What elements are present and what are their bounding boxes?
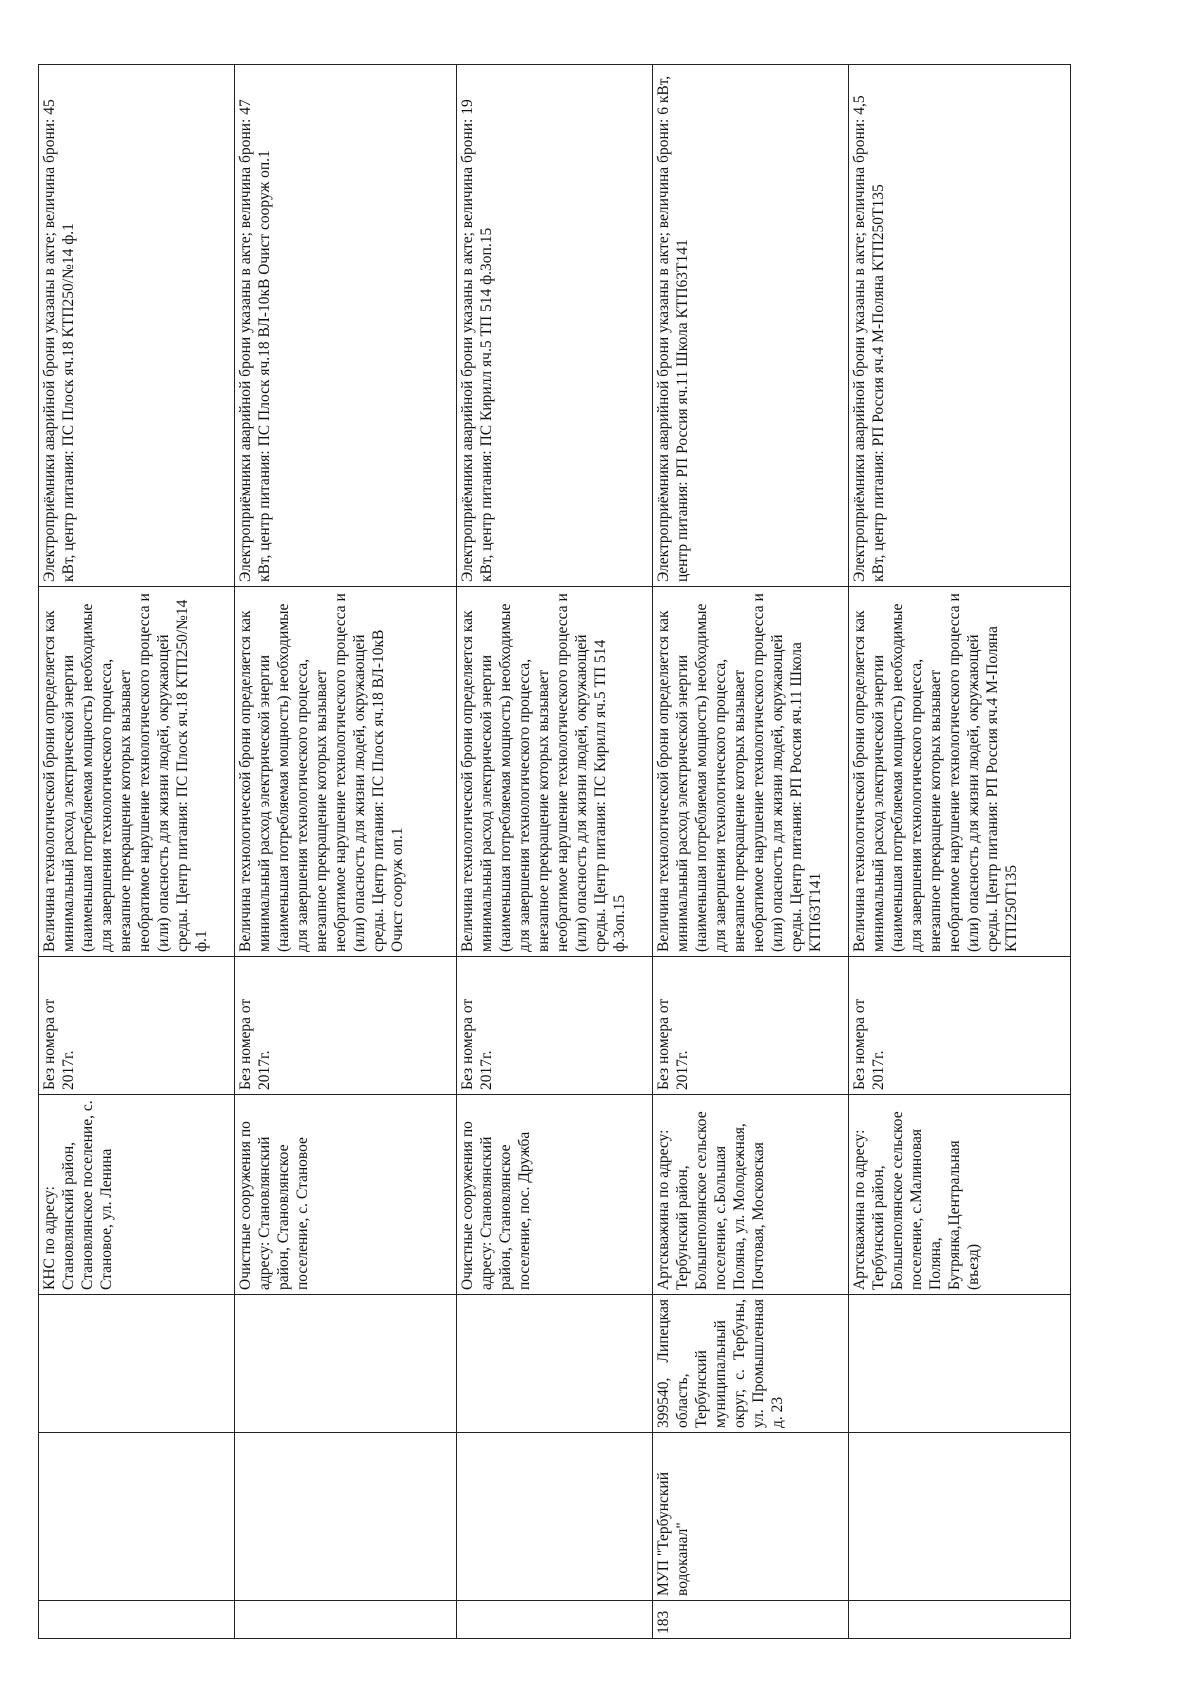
table-row <box>457 65 653 1639</box>
act-cell: Без номера от 2017г. <box>457 957 653 1095</box>
tech-reserve-cell: Величина технологической брони определяется как минимальный расход электрической энергии (наименьшая потребляемая мощность) необходимые для завершения технологического процесса, внезапное прекращение которых вызывает необратимое нарушение технологического процесса и (или) опасность для жизни людей, окружающей среды. Центр питания: РП Россия яч.11 Школа КТП63Т141 <box>653 587 849 957</box>
organization-cell <box>235 1433 457 1601</box>
legal-address-cell: 399540, Липецкая область, Тербунский муниципальный округ, с. Тербуны, ул. Промышленная д. 23 <box>653 1295 849 1433</box>
row-number-cell: 183 <box>653 1601 849 1639</box>
tech-reserve-cell: Величина технологической брони определяется как минимальный расход электрической энергии (наименьшая потребляемая мощность) необходимые для завершения технологического процесса, внезапное прекращение которых вызывает необратимое нарушение технологического процесса и (или) опасность для жизни людей, окружающей среды. Центр питания: ПС Плоск яч.18 КТП250/№14 ф.1 <box>39 587 235 957</box>
emergency-reserve-cell: Электроприёмники аварийной брони указаны в акте; величина брони: 47 кВт, центр питания: ПС Плоск яч.18 ВЛ-10кВ Очист сооруж оп.1 <box>235 65 457 587</box>
organization-cell: МУП "Тербунский водоканал" <box>653 1433 849 1601</box>
object-cell: Очистные сооружения по адресу: Становлянский район, Становлянское поселение, с. Становое <box>235 1095 457 1295</box>
table-row <box>235 65 457 1639</box>
legal-address-cell <box>849 1295 1071 1433</box>
legal-address-cell <box>39 1295 235 1433</box>
row-number-cell <box>849 1601 1071 1639</box>
row-number-cell <box>39 1601 235 1639</box>
organization-cell <box>457 1433 653 1601</box>
object-cell: КНС по адресу: Становлянский район, Становлянское поселение, с. Становое, ул. Ленина <box>39 1095 235 1295</box>
table-row <box>39 65 235 1639</box>
organization-cell <box>849 1433 1071 1601</box>
act-cell: Без номера от 2017г. <box>653 957 849 1095</box>
row-number-cell <box>235 1601 457 1639</box>
tech-reserve-cell: Величина технологической брони определяется как минимальный расход электрической энергии (наименьшая потребляемая мощность) необходимые для завершения технологического процесса, внезапное прекращение которых вызывает необратимое нарушение технологического процесса и (или) опасность для жизни людей, окружающей среды. Центр питания: ПС Кирилл яч.5 ТП 514 ф.3оп.15 <box>457 587 653 957</box>
emergency-reserve-cell: Электроприёмники аварийной брони указаны в акте; величина брони: 4,5 кВт, центр питания: РП Россия яч.4 М-Поляна КТП250Т135 <box>849 65 1071 587</box>
object-cell: Очистные сооружения по адресу: Становлянский район, Становлянское поселение, пос. Дружба <box>457 1095 653 1295</box>
reservation-table <box>38 64 1071 1639</box>
object-cell: Артскважина по адресу: Тербунский район, Большеполянское сельское поселение, с.Малиновая Поляна, Бутрянка,Центральная (въезд) <box>849 1095 1071 1295</box>
table-row <box>653 65 849 1639</box>
emergency-reserve-cell: Электроприёмники аварийной брони указаны в акте; величина брони: 6 кВт, центр питания: РП Россия яч.11 Школа КТП63Т141 <box>653 65 849 587</box>
table-row <box>849 65 1071 1639</box>
legal-address-cell <box>457 1295 653 1433</box>
emergency-reserve-cell: Электроприёмники аварийной брони указаны в акте; величина брони: 45 кВт, центр питания: ПС Плоск яч.18 КТП250/№14 ф.1 <box>39 65 235 587</box>
legal-address-cell <box>235 1295 457 1433</box>
row-number-cell <box>457 1601 653 1639</box>
object-cell: Артскважина по адресу: Тербунский район, Большеполянское сельское поселение, с.Большая Поляна, ул. Молодежная, Почтовая, Московская <box>653 1095 849 1295</box>
emergency-reserve-cell: Электроприёмники аварийной брони указаны в акте; величина брони: 19 кВт, центр питания: ПС Кирилл яч.5 ТП 514 ф.3оп.15 <box>457 65 653 587</box>
organization-cell <box>39 1433 235 1601</box>
tech-reserve-cell: Величина технологической брони определяется как минимальный расход электрической энергии (наименьшая потребляемая мощность) необходимые для завершения технологического процесса, внезапное прекращение которых вызывает необратимое нарушение технологического процесса и (или) опасность для жизни людей, окружающей среды. Центр питания: ПС Плоск яч.18 ВЛ-10кВ Очист сооруж оп.1 <box>235 587 457 957</box>
act-cell: Без номера от 2017г. <box>39 957 235 1095</box>
tech-reserve-cell: Величина технологической брони определяется как минимальный расход электрической энергии (наименьшая потребляемая мощность) необходимые для завершения технологического процесса, внезапное прекращение которых вызывает необратимое нарушение технологического процесса и (или) опасность для жизни людей, окружающей среды. Центр питания: РП Россия яч.4 М-Поляна КТП250Т135 <box>849 587 1071 957</box>
act-cell: Без номера от 2017г. <box>235 957 457 1095</box>
act-cell: Без номера от 2017г. <box>849 957 1071 1095</box>
